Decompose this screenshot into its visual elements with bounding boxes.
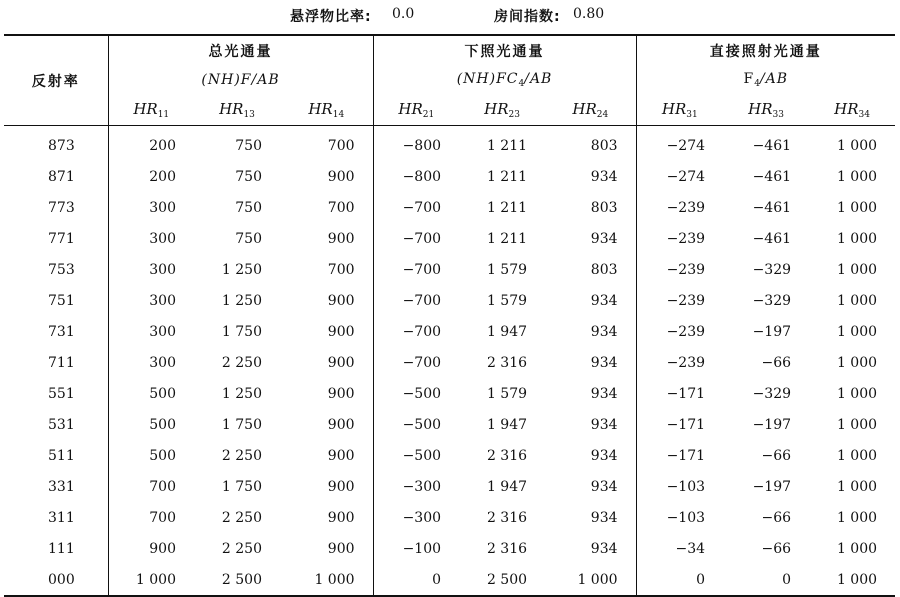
- group-formula-downward-flux: $(NH)FC_4/AB$: [373, 66, 636, 94]
- value-cell: 300: [108, 316, 194, 347]
- value-cell: 2 316: [486, 509, 528, 526]
- value-cell: 1 000: [836, 323, 878, 340]
- value-cell: −461: [752, 199, 792, 216]
- table-body: [4, 126, 895, 597]
- reflectance-header: 反射率: [4, 35, 108, 126]
- value-cell: 1 579: [486, 385, 528, 402]
- reflectance-cell: 531: [48, 416, 75, 433]
- value-cell: 934: [590, 292, 618, 309]
- table-row: [4, 316, 895, 347]
- group-formula-total-flux: (NH)F/AB: [108, 66, 373, 94]
- value-cell: 500: [108, 378, 194, 409]
- value-cell: −461: [752, 137, 792, 154]
- room-index-label: 房间指数:: [494, 9, 561, 25]
- value-cell: 0: [373, 564, 459, 596]
- group-title-direct-flux: 直接照射光通量: [636, 35, 895, 66]
- value-cell: 900: [327, 385, 355, 402]
- group-title-total-flux: 总光通量: [108, 35, 373, 66]
- table-caption-line: [0, 4, 900, 26]
- value-cell: −239: [636, 316, 723, 347]
- value-cell: 1 211: [486, 168, 528, 185]
- table-row: [4, 126, 895, 162]
- value-cell: 0: [782, 571, 792, 588]
- col-header-hr11: $HR_{11}$: [108, 94, 194, 126]
- value-cell: 500: [108, 440, 194, 471]
- value-cell: 1 000: [836, 416, 878, 433]
- value-cell: 1 250: [221, 261, 262, 278]
- table-row: [4, 285, 895, 316]
- table-row: [4, 471, 895, 502]
- value-cell: 1 000: [836, 571, 878, 588]
- value-cell: 1 750: [221, 323, 262, 340]
- value-cell: −700: [373, 285, 459, 316]
- col-header-hr21: $HR_{21}$: [373, 94, 459, 126]
- reflectance-cell: 511: [48, 447, 75, 464]
- value-cell: 803: [590, 261, 618, 278]
- value-cell: 200: [108, 161, 194, 192]
- value-cell: 2 316: [486, 447, 528, 464]
- value-cell: −700: [373, 316, 459, 347]
- value-cell: 934: [590, 230, 618, 247]
- value-cell: 1 750: [221, 478, 262, 495]
- value-cell: 1 000: [836, 354, 878, 371]
- col-header-hr33: $HR_{33}$: [723, 94, 809, 126]
- table-row: [4, 192, 895, 223]
- value-cell: 2 250: [221, 540, 262, 557]
- value-cell: 934: [590, 478, 618, 495]
- value-cell: −197: [752, 416, 792, 433]
- value-cell: −66: [761, 540, 792, 557]
- value-cell: 2 500: [486, 571, 528, 588]
- value-cell: 1 000: [836, 509, 878, 526]
- value-cell: 700: [327, 261, 355, 278]
- col-header-hr24: $HR_{24}$: [545, 94, 636, 126]
- value-cell: −700: [373, 223, 459, 254]
- col-header-hr23: $HR_{23}$: [459, 94, 545, 126]
- value-cell: 1 579: [486, 292, 528, 309]
- flux-ratio-table: [4, 34, 895, 597]
- value-cell: −800: [373, 161, 459, 192]
- value-cell: 1 000: [836, 230, 878, 247]
- value-cell: 1 000: [836, 292, 878, 309]
- value-cell: −171: [636, 378, 723, 409]
- group-title-downward-flux: 下照光通量: [373, 35, 636, 66]
- suspended-ratio-value: 0.0: [392, 6, 415, 22]
- value-cell: 1 211: [486, 230, 528, 247]
- value-cell: −239: [636, 254, 723, 285]
- room-index-value: 0.80: [573, 6, 605, 22]
- value-cell: −700: [373, 254, 459, 285]
- value-cell: 900: [327, 354, 355, 371]
- value-cell: 1 000: [314, 571, 355, 588]
- value-cell: 900: [327, 447, 355, 464]
- value-cell: −500: [373, 440, 459, 471]
- value-cell: −103: [636, 502, 723, 533]
- table-row: [4, 440, 895, 471]
- table-row: [4, 254, 895, 285]
- value-cell: 1 000: [836, 478, 878, 495]
- value-cell: 1 211: [486, 199, 528, 216]
- table-row: [4, 502, 895, 533]
- value-cell: −700: [373, 192, 459, 223]
- value-cell: 0: [636, 564, 723, 596]
- value-cell: 1 000: [836, 137, 878, 154]
- value-cell: 300: [108, 347, 194, 378]
- value-cell: 1 579: [486, 261, 528, 278]
- reflectance-cell: 331: [48, 478, 75, 495]
- value-cell: −239: [636, 285, 723, 316]
- value-cell: 1 000: [108, 564, 194, 596]
- value-cell: 900: [327, 540, 355, 557]
- value-cell: 934: [590, 385, 618, 402]
- value-cell: −329: [752, 292, 792, 309]
- value-cell: −800: [373, 126, 459, 162]
- reflectance-cell: 731: [48, 323, 75, 340]
- value-cell: 1 947: [486, 323, 528, 340]
- value-cell: −300: [373, 502, 459, 533]
- value-cell: −239: [636, 192, 723, 223]
- reflectance-cell: 000: [48, 571, 75, 588]
- value-cell: 900: [327, 478, 355, 495]
- value-cell: 300: [108, 285, 194, 316]
- value-cell: 700: [327, 199, 355, 216]
- value-cell: −171: [636, 409, 723, 440]
- value-cell: −239: [636, 347, 723, 378]
- value-cell: 900: [327, 323, 355, 340]
- value-cell: −197: [752, 323, 792, 340]
- value-cell: −66: [761, 509, 792, 526]
- reflectance-cell: 753: [48, 261, 75, 278]
- value-cell: 2 316: [486, 540, 528, 557]
- value-cell: −700: [373, 347, 459, 378]
- value-cell: 1 947: [486, 416, 528, 433]
- value-cell: 1 000: [577, 571, 618, 588]
- value-cell: −329: [752, 261, 792, 278]
- value-cell: 200: [108, 126, 194, 162]
- value-cell: −461: [752, 168, 792, 185]
- value-cell: 300: [108, 223, 194, 254]
- value-cell: 1 250: [221, 292, 262, 309]
- value-cell: 700: [327, 137, 355, 154]
- reflectance-cell: 871: [48, 168, 75, 185]
- value-cell: 750: [235, 230, 262, 247]
- value-cell: 803: [590, 137, 618, 154]
- value-cell: 500: [108, 409, 194, 440]
- value-cell: 900: [327, 168, 355, 185]
- reflectance-cell: 551: [48, 385, 75, 402]
- value-cell: 1 250: [221, 385, 262, 402]
- value-cell: 1 000: [836, 168, 878, 185]
- value-cell: 2 250: [221, 447, 262, 464]
- table-row: [4, 161, 895, 192]
- value-cell: −66: [761, 447, 792, 464]
- value-cell: −197: [752, 478, 792, 495]
- value-cell: 1 000: [836, 199, 878, 216]
- reflectance-cell: 111: [48, 540, 75, 557]
- reflectance-cell: 873: [48, 137, 75, 154]
- col-header-hr31: $HR_{31}$: [636, 94, 723, 126]
- value-cell: −239: [636, 223, 723, 254]
- value-cell: 900: [327, 509, 355, 526]
- table-row: [4, 409, 895, 440]
- value-cell: 1 000: [836, 540, 878, 557]
- value-cell: −274: [636, 161, 723, 192]
- value-cell: 803: [590, 199, 618, 216]
- value-cell: −329: [752, 385, 792, 402]
- group-formula-direct-flux: $F_4/AB$: [636, 66, 895, 94]
- reflectance-cell: 711: [48, 354, 75, 371]
- value-cell: 900: [108, 533, 194, 564]
- value-cell: 2 250: [221, 509, 262, 526]
- value-cell: 1 750: [221, 416, 262, 433]
- value-cell: 300: [108, 192, 194, 223]
- suspended-ratio-label: 悬浮物比率:: [290, 9, 372, 25]
- value-cell: 2 500: [221, 571, 262, 588]
- reflectance-cell: 773: [48, 199, 75, 216]
- value-cell: −500: [373, 378, 459, 409]
- value-cell: 934: [590, 509, 618, 526]
- table-row: [4, 564, 895, 596]
- value-cell: 934: [590, 540, 618, 557]
- value-cell: 900: [327, 416, 355, 433]
- table-row: [4, 347, 895, 378]
- value-cell: 2 250: [221, 354, 262, 371]
- value-cell: −171: [636, 440, 723, 471]
- value-cell: −461: [752, 230, 792, 247]
- table-row: [4, 533, 895, 564]
- value-cell: 700: [108, 471, 194, 502]
- value-cell: −274: [636, 126, 723, 162]
- value-cell: −34: [636, 533, 723, 564]
- col-header-hr34: $HR_{34}$: [809, 94, 895, 126]
- value-cell: 934: [590, 416, 618, 433]
- value-cell: 1 000: [836, 261, 878, 278]
- value-cell: 700: [108, 502, 194, 533]
- value-cell: 934: [590, 168, 618, 185]
- reflectance-cell: 771: [48, 230, 75, 247]
- value-cell: 1 000: [836, 447, 878, 464]
- value-cell: 750: [235, 137, 262, 154]
- col-header-hr13: $HR_{13}$: [194, 94, 280, 126]
- value-cell: 750: [235, 199, 262, 216]
- value-cell: 934: [590, 354, 618, 371]
- value-cell: 2 316: [486, 354, 528, 371]
- value-cell: 934: [590, 323, 618, 340]
- table-row: [4, 223, 895, 254]
- value-cell: 1 947: [486, 478, 528, 495]
- value-cell: 934: [590, 447, 618, 464]
- reflectance-cell: 751: [48, 292, 75, 309]
- value-cell: −500: [373, 409, 459, 440]
- reflectance-cell: 311: [48, 509, 75, 526]
- table-row: [4, 378, 895, 409]
- value-cell: −300: [373, 471, 459, 502]
- value-cell: 900: [327, 292, 355, 309]
- value-cell: 1 211: [486, 137, 528, 154]
- col-header-hr14: $HR_{14}$: [280, 94, 373, 126]
- value-cell: −100: [373, 533, 459, 564]
- value-cell: 750: [235, 168, 262, 185]
- value-cell: 1 000: [836, 385, 878, 402]
- value-cell: 300: [108, 254, 194, 285]
- value-cell: −103: [636, 471, 723, 502]
- value-cell: 900: [327, 230, 355, 247]
- value-cell: −66: [761, 354, 792, 371]
